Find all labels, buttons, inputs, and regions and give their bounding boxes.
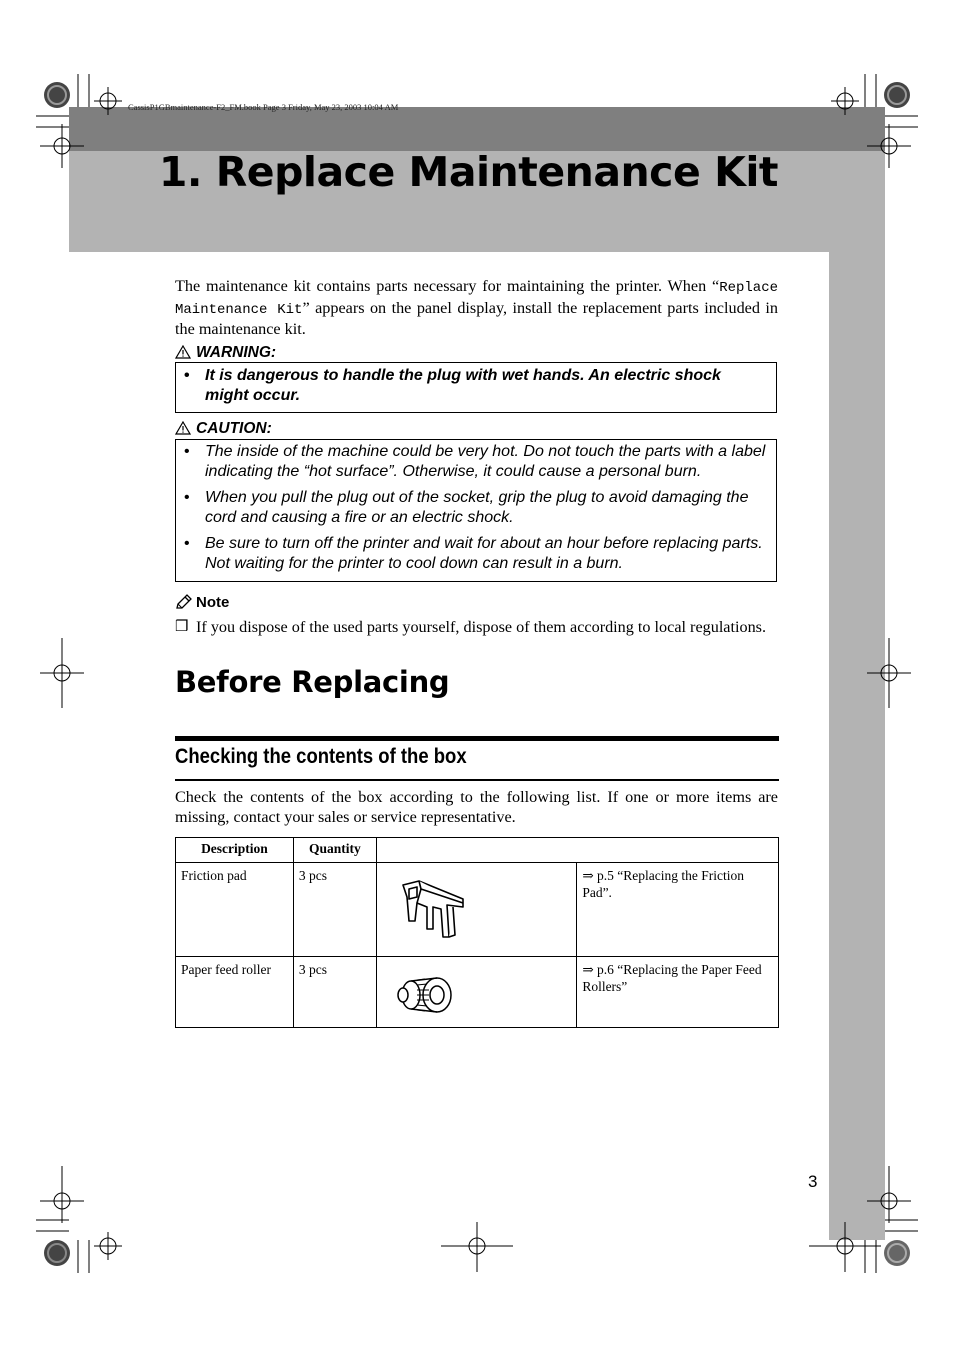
caution-item: • When you pull the plug out of the socket, grip the plug to avoid damaging the cord and causing a fire or an electric shock. xyxy=(184,489,749,526)
heading-rule-thick xyxy=(175,736,779,741)
column-header-blank xyxy=(376,838,778,863)
caution-item: • Be sure to turn off the printer and wait for about an hour before replacing parts. Not waiting for the printer to cool down can result in a burn. xyxy=(184,535,763,572)
column-header-description: Description xyxy=(176,838,294,863)
warning-item: • It is dangerous to handle the plug with wet hands. An electric shock might occur. xyxy=(184,367,721,404)
table-row xyxy=(176,957,779,1028)
subsection-heading: Checking the contents of the box xyxy=(175,745,467,768)
note-item: ❒ If you dispose of the used parts yourself, dispose of them according to local regulations. xyxy=(175,618,767,636)
warning-box xyxy=(175,362,777,413)
chapter-title: 1. Replace Maintenance Kit xyxy=(158,148,778,196)
cell-quantity: 3 pcs xyxy=(293,863,376,957)
checkbox-icon: ❒ xyxy=(175,619,189,635)
paper-feed-roller-icon xyxy=(395,969,459,1019)
cell-quantity: 3 pcs xyxy=(293,957,376,1028)
page-number: 3 xyxy=(808,1172,818,1191)
warning-label: WARNING: xyxy=(175,344,276,362)
parts-table xyxy=(175,837,779,1028)
caution-label: CAUTION: xyxy=(175,420,272,438)
table-header-row xyxy=(176,838,779,863)
note-label: Note xyxy=(175,594,229,611)
table-row xyxy=(176,863,779,957)
caution-box xyxy=(175,439,777,582)
section-heading: Before Replacing xyxy=(175,665,450,699)
heading-rule-thin xyxy=(175,779,779,781)
cell-description: Friction pad xyxy=(176,863,294,957)
cell-reference: ⇒ p.6 “Replacing the Paper Feed Rollers” xyxy=(577,957,779,1028)
friction-pad-icon xyxy=(397,877,477,947)
cell-description: Paper feed roller xyxy=(176,957,294,1028)
panel-message: Replace Maintenance Kit xyxy=(175,280,778,318)
pencil-icon xyxy=(175,594,193,610)
caution-item: • The inside of the machine could be very hot. Do not touch the parts with a label indicating the “hot surface”. Otherwise, it could cause a personal burn. xyxy=(184,443,766,480)
caution-triangle-icon xyxy=(175,421,191,435)
cell-image xyxy=(376,863,576,957)
column-header-quantity: Quantity xyxy=(293,838,376,863)
cell-image xyxy=(376,957,576,1028)
intro-paragraph: The maintenance kit contains parts necessary for maintaining the printer. When “Replace Maintenance Kit” appears on the panel display, install the replacement parts included in the maintenance kit. xyxy=(175,277,778,338)
section-body: Check the contents of the box according to the following list. If one or more items are missing, contact your sales or service representative. xyxy=(175,788,778,826)
book-info-line: CassisP1GBmaintenance-F2_FM.book Page 3 Friday, May 23, 2003 10:04 AM xyxy=(128,102,399,112)
cell-reference: ⇒ p.5 “Replacing the Friction Pad”. xyxy=(577,863,779,957)
warning-triangle-icon xyxy=(175,345,191,359)
